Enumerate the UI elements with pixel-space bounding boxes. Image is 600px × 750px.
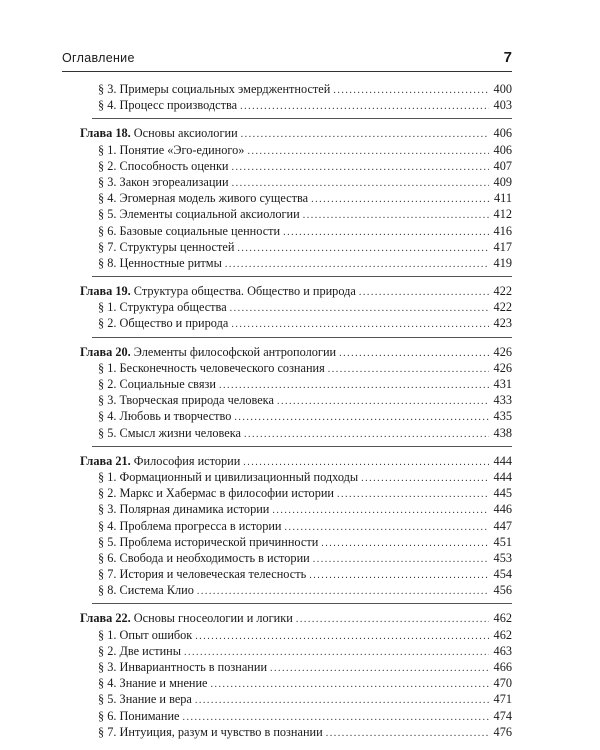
section-page: 412 (493, 207, 512, 222)
toc-section-entry[interactable] (92, 675, 512, 691)
section-page: 476 (493, 724, 512, 739)
section-number: § 5. (98, 207, 117, 222)
chapter-title (80, 344, 336, 360)
section-page: 422 (493, 300, 512, 315)
section-name: Базовые социальные ценности (119, 223, 281, 238)
section-number: § 2. (98, 377, 117, 391)
toc-chapter-entry[interactable] (80, 453, 512, 469)
section-page: 406 (493, 142, 512, 157)
chapter-name: Основы аксиологии (133, 126, 238, 141)
dot-leader (197, 584, 489, 600)
section-title (98, 566, 306, 582)
section-title (98, 501, 269, 517)
dot-leader (247, 144, 489, 160)
dot-leader (296, 612, 489, 628)
toc-section-entry[interactable] (92, 392, 512, 408)
section-name: Знание и мнение (119, 676, 208, 691)
section-page: 453 (493, 550, 512, 565)
chapter-label: Глава 18. (80, 126, 131, 141)
toc-section-entry[interactable] (92, 158, 512, 174)
section-number: § 6. (98, 223, 117, 238)
chapter-label: Глава 19. (80, 284, 131, 299)
section-number: § 4. (98, 676, 117, 691)
section-title (98, 315, 228, 331)
dot-leader (303, 208, 489, 224)
section-title (98, 376, 216, 392)
continuation-block (92, 81, 512, 119)
section-page: 471 (493, 692, 512, 707)
section-page: 456 (493, 583, 512, 598)
section-number: § 2. (98, 158, 117, 173)
section-page: 403 (493, 98, 512, 113)
section-name: Общество и природа (119, 316, 229, 331)
dot-leader (195, 629, 489, 645)
section-title (98, 469, 358, 485)
toc-section-entry[interactable] (92, 408, 512, 424)
toc-section-entry[interactable] (92, 223, 512, 239)
section-name: Закон эгореализации (119, 174, 229, 189)
section-name: Интуиция, разум и чувство в познании (119, 724, 323, 739)
toc-section-entry[interactable] (92, 501, 512, 517)
chapter-label: Глава 22. (80, 611, 131, 626)
section-number: § 3. (98, 174, 117, 189)
chapter-title (80, 283, 356, 299)
section-page: 431 (493, 377, 512, 391)
section-title (98, 485, 334, 501)
section-page: 447 (493, 518, 512, 533)
section-title (98, 158, 229, 174)
toc-section-entry[interactable] (92, 627, 512, 643)
section-name: Структура общества (119, 300, 227, 315)
section-page: 466 (493, 660, 512, 674)
section-title (98, 239, 234, 255)
section-page: 454 (493, 567, 512, 582)
dot-leader (339, 346, 489, 362)
page-number: 7 (503, 49, 512, 66)
section-number: § 5. (98, 425, 117, 440)
section-name: Проблема прогресса в истории (119, 518, 282, 533)
section-number: § 3. (98, 660, 117, 674)
section-number: § 3. (98, 82, 117, 96)
toc-section-entry[interactable] (92, 724, 512, 740)
section-name: Ценностные ритмы (119, 255, 222, 270)
dot-leader (277, 394, 489, 410)
dot-leader (225, 257, 489, 273)
section-page: 445 (493, 486, 512, 501)
section-page: 411 (494, 191, 512, 206)
chapter-block (80, 338, 512, 447)
section-name: Смысл жизни человека (119, 425, 241, 440)
dot-leader (361, 471, 489, 487)
section-number: § 1. (98, 300, 117, 315)
section-title (98, 360, 325, 376)
section-page: 407 (493, 158, 512, 173)
table-of-contents (80, 81, 512, 745)
section-page: 470 (493, 676, 512, 691)
dot-leader (211, 677, 489, 693)
toc-section-entry[interactable] (92, 566, 512, 582)
section-number: § 3. (98, 502, 117, 517)
section-title (98, 206, 300, 222)
section-name: Социальные связи (119, 377, 216, 391)
section-title (98, 299, 227, 315)
section-name: Эгомерная модель живого существа (119, 191, 309, 206)
section-page: 435 (493, 409, 512, 424)
section-name: Две истины (119, 643, 182, 658)
section-number: § 8. (98, 583, 117, 598)
section-number: § 6. (98, 708, 117, 723)
section-page: 409 (493, 174, 512, 189)
header-title: Оглавление (62, 51, 135, 65)
section-title (98, 675, 208, 691)
section-name: Понятие «Эго-единого» (119, 142, 245, 157)
dot-leader (270, 661, 489, 677)
toc-section-entry[interactable] (92, 142, 512, 158)
chapter-name: Структура общества. Общество и природа (133, 284, 356, 299)
chapter-name: Основы гносеологии и логики (133, 611, 293, 626)
section-page: 462 (493, 627, 512, 642)
chapter-label: Глава 21. (80, 453, 131, 468)
section-number: § 6. (98, 550, 117, 565)
section-number: § 2. (98, 643, 117, 658)
section-title (98, 81, 330, 97)
section-name: Структуры ценностей (119, 239, 235, 254)
dot-leader (237, 241, 489, 257)
section-title (98, 223, 280, 239)
section-title (98, 408, 231, 424)
chapter-title (80, 453, 240, 469)
section-title (98, 708, 180, 724)
dot-leader (241, 127, 489, 143)
dot-leader (272, 503, 489, 519)
section-number: § 1. (98, 142, 117, 157)
section-number: § 4. (98, 518, 117, 533)
section-title (98, 425, 241, 441)
running-header (62, 51, 512, 72)
toc-section-entry[interactable] (92, 659, 512, 675)
section-name: Творческая природа человека (119, 393, 274, 408)
toc-section-entry[interactable] (92, 550, 512, 566)
section-name: Свобода и необходимость в истории (119, 550, 310, 565)
toc-section-entry[interactable] (92, 643, 512, 659)
toc-section-entry[interactable] (92, 255, 512, 271)
toc-section-entry[interactable] (92, 97, 512, 113)
toc-section-entry[interactable] (92, 81, 512, 97)
toc-section-entry[interactable] (92, 299, 512, 315)
section-number: § 4. (98, 98, 117, 113)
dot-leader (359, 285, 489, 301)
section-number: § 4. (98, 191, 117, 206)
chapter-label: Глава 20. (80, 344, 131, 359)
dot-leader (232, 160, 489, 176)
section-name: Проблема исторической причинности (119, 534, 319, 549)
toc-section-entry[interactable] (92, 518, 512, 534)
section-number: § 5. (98, 534, 117, 549)
section-page: 400 (493, 82, 512, 96)
section-name: Любовь и творчество (119, 409, 232, 424)
dot-leader (333, 83, 489, 99)
section-title (98, 627, 192, 643)
chapter-page: 422 (493, 284, 512, 299)
chapter-page: 462 (493, 611, 512, 626)
toc-chapter-entry[interactable] (80, 125, 512, 141)
toc-section-entry[interactable] (92, 485, 512, 501)
section-number: § 2. (98, 316, 117, 331)
dot-leader (321, 536, 489, 552)
toc-section-entry[interactable] (92, 691, 512, 707)
section-page: 451 (493, 534, 512, 549)
section-title (98, 392, 274, 408)
dot-leader (309, 568, 489, 584)
section-name: Полярная динамика истории (119, 502, 270, 517)
section-title (98, 659, 267, 675)
dot-leader (328, 362, 489, 378)
toc-section-entry[interactable] (92, 174, 512, 190)
toc-section-entry[interactable] (92, 315, 512, 331)
section-number: § 1. (98, 627, 117, 642)
dot-leader (230, 301, 489, 317)
chapter-page: 406 (493, 126, 512, 141)
toc-section-entry[interactable] (92, 376, 512, 392)
section-name: Формационный и цивилизационный подходы (119, 469, 359, 484)
section-title (98, 724, 323, 740)
section-number: § 4. (98, 409, 117, 424)
section-name: Система Клио (119, 583, 194, 598)
section-title (98, 190, 308, 206)
section-page: 419 (493, 255, 512, 270)
chapter-block (80, 119, 512, 277)
toc-chapter-entry[interactable] (80, 283, 512, 299)
section-number: § 5. (98, 692, 117, 707)
section-name: Маркс и Хабермас в философии истории (119, 486, 335, 501)
chapter-name: Философия истории (133, 453, 241, 468)
chapter-title (80, 610, 293, 626)
chapter-block (80, 447, 512, 605)
section-page: 438 (493, 425, 512, 440)
section-title (98, 691, 192, 707)
section-page: 446 (493, 502, 512, 517)
section-number: § 7. (98, 724, 117, 739)
chapter-title (80, 125, 238, 141)
chapter-page: 426 (493, 344, 512, 359)
dot-leader (244, 427, 489, 443)
section-name: История и человеческая телесность (119, 567, 307, 582)
chapter-name: Элементы философской антропологии (133, 344, 337, 359)
toc-section-entry[interactable] (92, 469, 512, 485)
section-name: Бесконечность человеческого сознания (119, 360, 325, 375)
dot-leader (337, 487, 489, 503)
chapter-page: 444 (493, 453, 512, 468)
section-page: 423 (493, 316, 512, 331)
section-title (98, 643, 181, 659)
toc-chapter-entry[interactable] (80, 344, 512, 360)
toc-section-entry[interactable] (92, 360, 512, 376)
section-name: Опыт ошибок (119, 627, 193, 642)
section-title (98, 97, 237, 113)
section-page: 474 (493, 708, 512, 723)
section-name: Знание и вера (119, 692, 192, 707)
section-number: § 7. (98, 567, 117, 582)
dot-leader (283, 225, 489, 241)
section-number: § 3. (98, 393, 117, 408)
toc-section-entry[interactable] (92, 206, 512, 222)
section-title (98, 582, 194, 598)
toc-section-entry[interactable] (92, 708, 512, 724)
section-number: § 7. (98, 239, 117, 254)
section-name: Способность оценки (119, 158, 229, 173)
chapter-block (80, 277, 512, 338)
dot-leader (195, 693, 489, 709)
section-title (98, 534, 318, 550)
section-name: Понимание (119, 708, 180, 723)
dot-leader (313, 552, 489, 568)
section-page: 444 (493, 469, 512, 484)
section-page: 433 (493, 393, 512, 408)
toc-section-entry[interactable] (92, 239, 512, 255)
section-title (98, 142, 244, 158)
section-number: § 1. (98, 360, 117, 375)
section-title (98, 550, 310, 566)
section-page: 417 (493, 239, 512, 254)
section-page: 426 (493, 360, 512, 375)
section-page: 463 (493, 643, 512, 658)
section-number: § 8. (98, 255, 117, 270)
section-page: 416 (493, 223, 512, 238)
section-name: Инвариантность в познании (119, 660, 268, 674)
section-title (98, 518, 282, 534)
dot-leader (326, 726, 489, 742)
dot-leader (311, 192, 489, 208)
chapter-block (80, 604, 512, 745)
toc-section-entry[interactable] (92, 190, 512, 206)
section-title (98, 174, 229, 190)
dot-leader (231, 317, 489, 333)
toc-chapter-entry[interactable] (80, 610, 512, 626)
toc-section-entry[interactable] (92, 425, 512, 441)
toc-section-entry[interactable] (92, 582, 512, 598)
dot-leader (234, 410, 489, 426)
section-number: § 1. (98, 469, 117, 484)
section-number: § 2. (98, 486, 117, 501)
toc-section-entry[interactable] (92, 534, 512, 550)
section-title (98, 255, 222, 271)
section-name: Примеры социальных эмерджентностей (119, 82, 331, 96)
section-name: Процесс производства (119, 98, 238, 113)
section-name: Элементы социальной аксиологии (119, 207, 300, 222)
dot-leader (240, 99, 489, 115)
